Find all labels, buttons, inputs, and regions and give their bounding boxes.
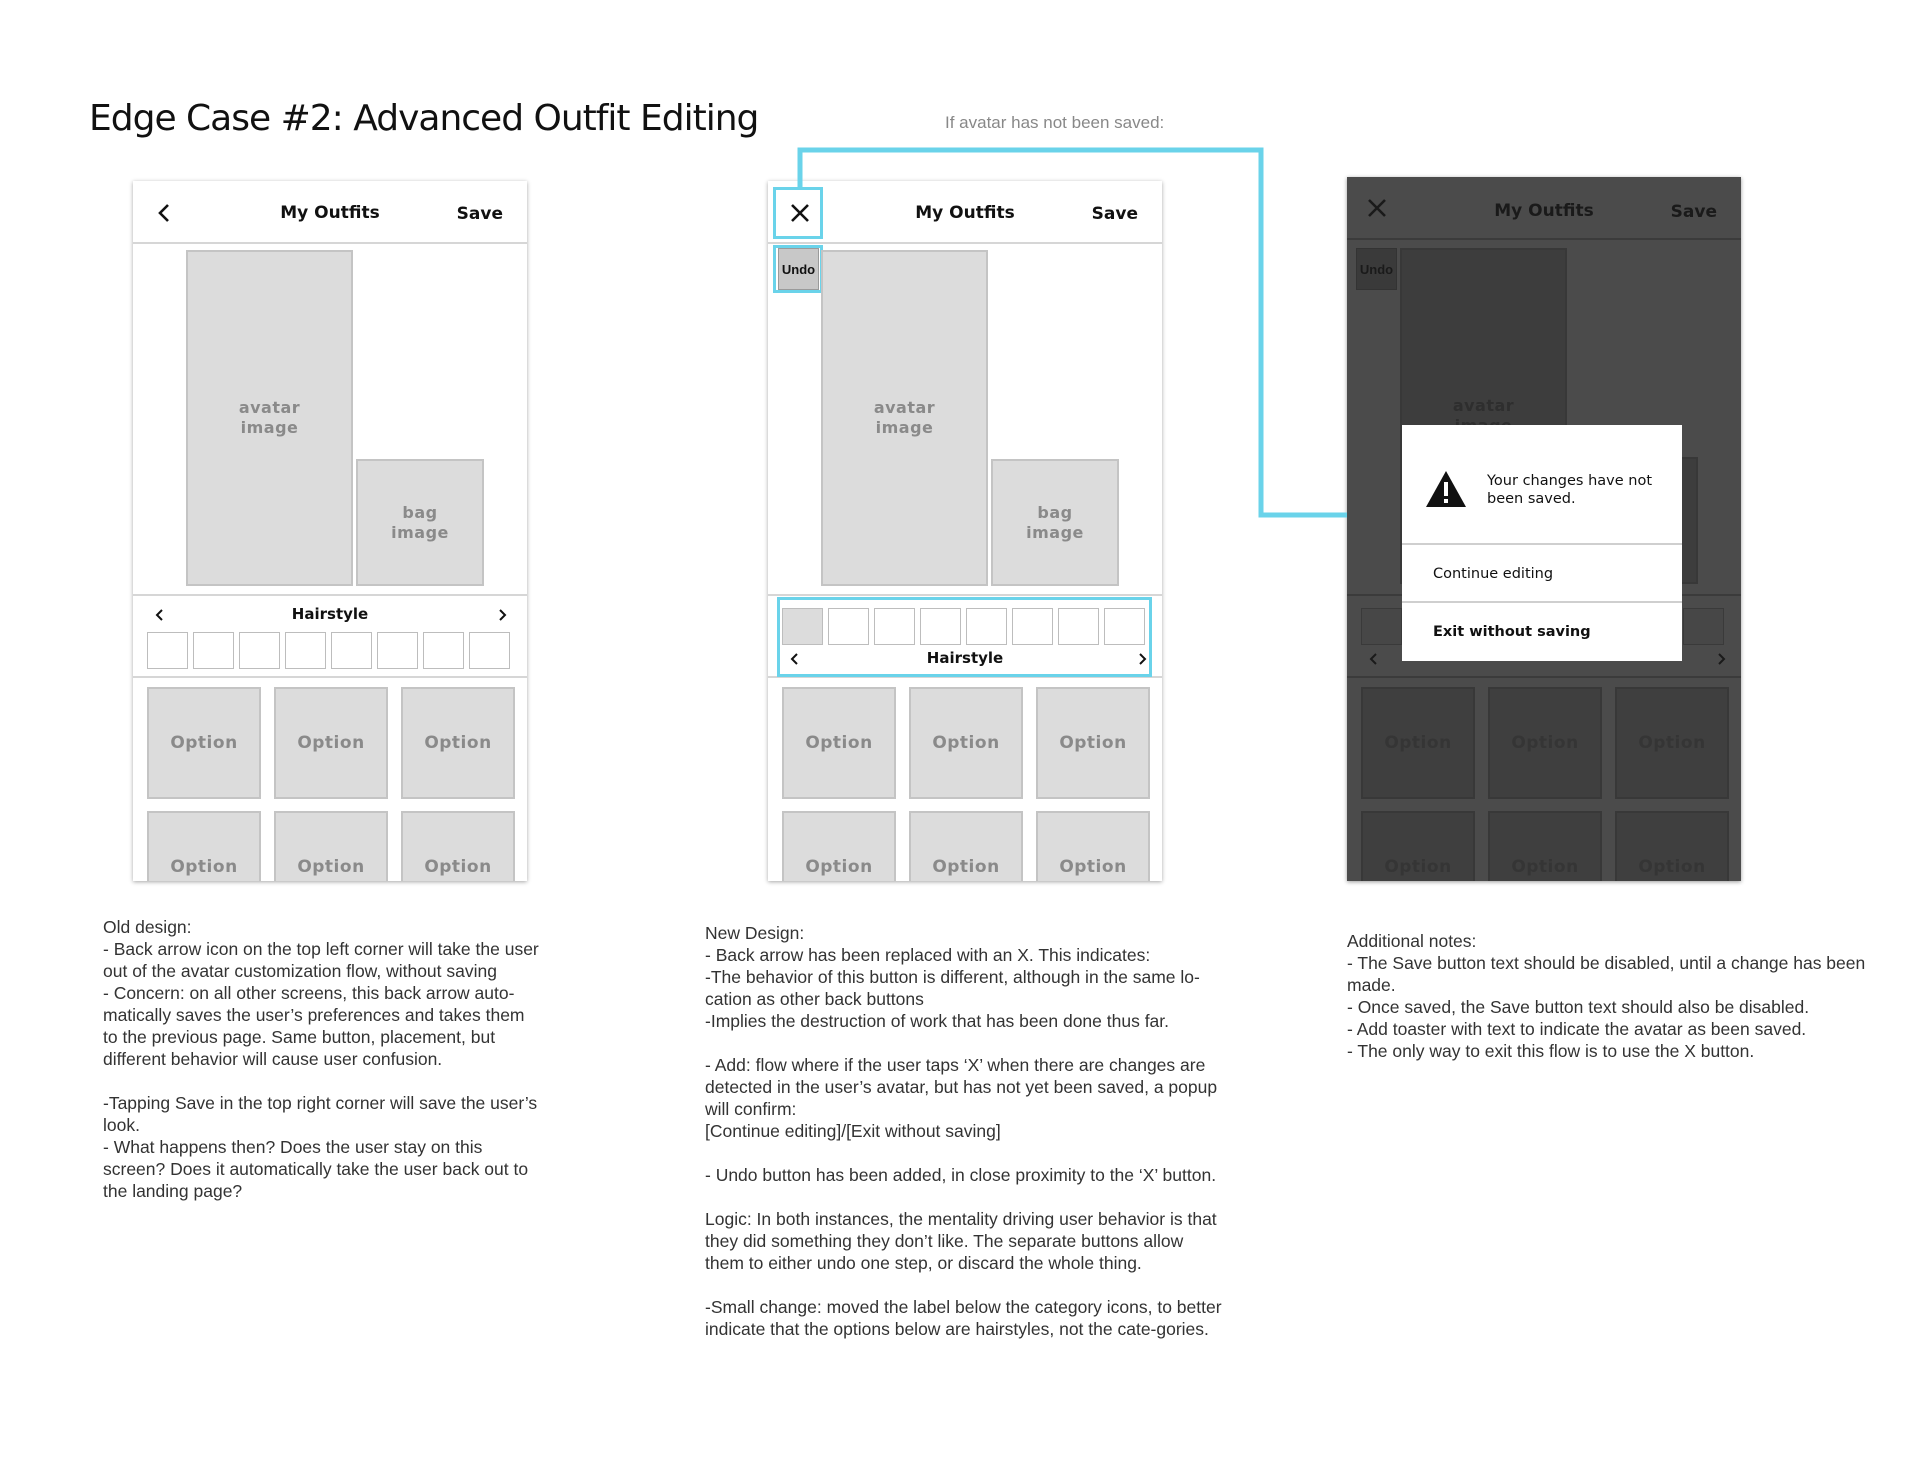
option-tile[interactable]: Option bbox=[147, 811, 261, 881]
bag-image: bag image bbox=[356, 459, 484, 586]
option-tile: Option bbox=[1488, 811, 1602, 881]
avatar-image: avatar bbox=[1400, 248, 1567, 584]
category-thumb[interactable] bbox=[469, 632, 510, 669]
option-tile[interactable]: Option bbox=[1036, 811, 1150, 881]
category-thumb[interactable] bbox=[193, 632, 234, 669]
screen-header bbox=[133, 181, 527, 244]
close-highlight bbox=[773, 187, 823, 239]
avatar-image: avatar image bbox=[186, 250, 353, 586]
dialog-divider bbox=[1402, 601, 1682, 603]
old-design-screen bbox=[133, 181, 527, 881]
category-thumb[interactable] bbox=[331, 632, 372, 669]
category-label: Hairstyle bbox=[926, 649, 1004, 667]
option-tile[interactable]: Option bbox=[401, 687, 515, 799]
connector-caption: If avatar has not been saved: bbox=[945, 113, 1165, 132]
option-tile: Option bbox=[1488, 687, 1602, 799]
category-thumb[interactable] bbox=[377, 632, 418, 669]
option-tile: Option bbox=[1361, 811, 1475, 881]
screen-header bbox=[768, 181, 1162, 244]
screen-title: My Outfits bbox=[915, 203, 1015, 223]
category-thumb bbox=[1683, 608, 1724, 645]
avatar-image: avatar image bbox=[821, 250, 988, 586]
option-tile[interactable]: Option bbox=[274, 811, 388, 881]
chevron-left-icon bbox=[1367, 652, 1381, 666]
exit-without-saving-button[interactable]: Exit without saving bbox=[1433, 624, 1591, 640]
option-tile[interactable]: Option bbox=[909, 687, 1023, 799]
screen-title: My Outfits bbox=[280, 203, 380, 223]
new-design-screen bbox=[768, 181, 1162, 881]
unsaved-changes-dialog bbox=[1402, 425, 1682, 661]
category-highlight bbox=[777, 597, 1152, 677]
undo-button: Undo bbox=[1356, 248, 1397, 290]
dialog-message: Your changes have not been saved. bbox=[1487, 473, 1653, 507]
category-thumb[interactable] bbox=[147, 632, 188, 669]
option-tile[interactable]: Option bbox=[782, 687, 896, 799]
option-tile[interactable]: Option bbox=[147, 687, 261, 799]
screen-title: My Outfits bbox=[1494, 201, 1594, 221]
option-tile[interactable]: Option bbox=[1036, 687, 1150, 799]
chevron-right-icon bbox=[1714, 652, 1728, 666]
unsaved-popup-screen bbox=[1347, 177, 1741, 881]
dialog-divider bbox=[1402, 543, 1682, 545]
page-title: Edge Case #2: Advanced Outfit Editing bbox=[89, 98, 759, 139]
bag-image: bag image bbox=[991, 459, 1119, 586]
option-tile: Option bbox=[1361, 687, 1475, 799]
new-design-notes: New Design: - Back arrow has been replaced with an X. This indicates: -The behavior of this button is different, although in the same lo-cation as other back buttons -Implies the destruction of work that has been done thus far. - Add: flow where if the user taps ‘X’ when there are changes are detected in the user’s avatar, but has not yet been saved, a popup will confirm: [Continue editing]/[Exit without saving] - Undo button has been added, in close proximity to the ‘X’ button. Logic: In both instances, the mentality driving user behavior is that they did something they don’t like. The separate buttons allow them to either undo one step, or discard the whole thing. -Small change: moved the label below the category icons, to better indicate that the options below are hairstyles, not the cate-gories. bbox=[705, 923, 1222, 1339]
category-thumb bbox=[1361, 608, 1402, 645]
option-tile[interactable]: Option bbox=[401, 811, 515, 881]
save-button[interactable]: Save bbox=[1091, 204, 1138, 224]
option-tile: Option bbox=[1615, 687, 1729, 799]
option-tile[interactable]: Option bbox=[782, 811, 896, 881]
undo-highlight bbox=[773, 245, 823, 293]
chevron-right-icon[interactable] bbox=[495, 608, 509, 622]
undo-button[interactable]: Undo bbox=[778, 248, 819, 290]
save-button[interactable]: Save bbox=[456, 204, 503, 224]
screen-header bbox=[1347, 177, 1741, 240]
category-thumb[interactable] bbox=[239, 632, 280, 669]
additional-notes: Additional notes: - The Save button text should be disabled, until a change has been made. - Once saved, the Save button text should also be disabled. - Add toaster with text to indicate the avatar as been saved. - The only way to exit this flow is to use the X button. bbox=[1347, 931, 1866, 1061]
option-tile: Option bbox=[1615, 811, 1729, 881]
old-design-notes: Old design: - Back arrow icon on the top left corner will take the user out of the avatar customization flow, without saving - Concern: on all other screens, this back arrow auto-matically saves the user’s preferences and takes them to the previous page. Same button, placement, but different behavior will cause user confusion. -Tapping Save in the top right corner will save the user’s look. - What happens then? Does the user stay on this screen? Does it automatically take the user back out to the landing page? bbox=[103, 917, 539, 1201]
category-bar bbox=[133, 594, 527, 678]
category-thumb[interactable] bbox=[285, 632, 326, 669]
option-tile[interactable]: Option bbox=[274, 687, 388, 799]
option-tile[interactable]: Option bbox=[909, 811, 1023, 881]
save-button: Save bbox=[1670, 202, 1717, 222]
category-label: Hairstyle bbox=[291, 605, 369, 623]
category-thumb[interactable] bbox=[423, 632, 464, 669]
warning-icon bbox=[1424, 469, 1468, 509]
continue-editing-button[interactable]: Continue editing bbox=[1433, 566, 1554, 582]
